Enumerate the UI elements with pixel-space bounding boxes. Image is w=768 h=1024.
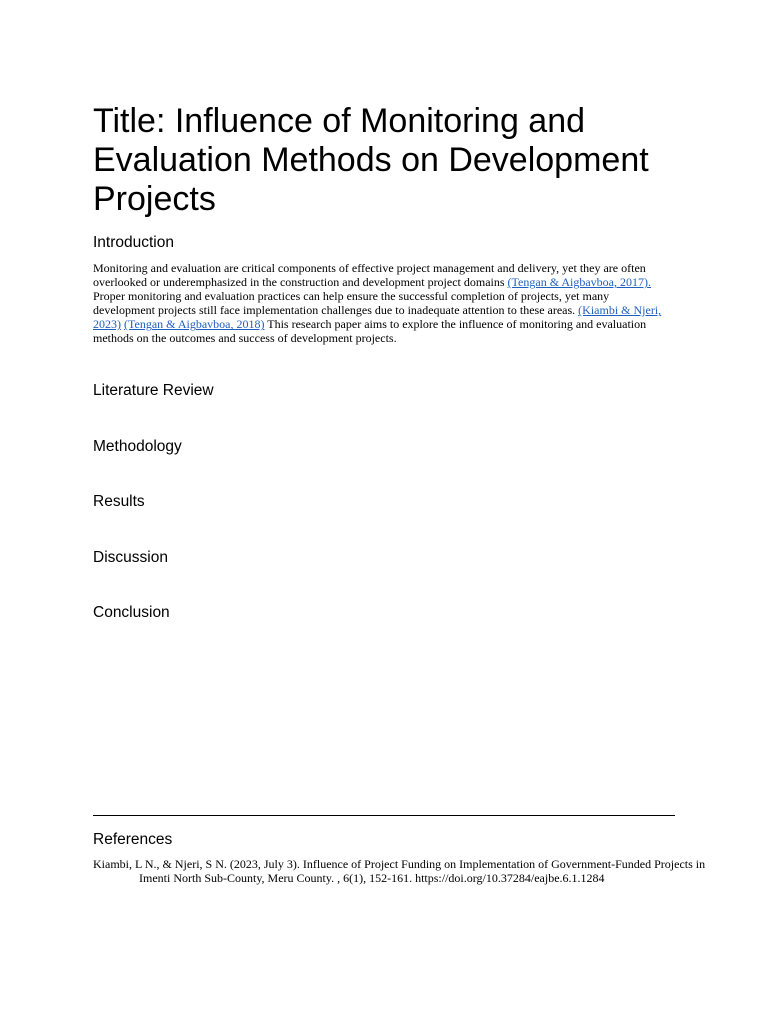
citation-link-tengan-2018[interactable]: (Tengan & Aigbavboa, 2018) — [124, 317, 265, 332]
page-title: Title: Influence of Monitoring and Evaluation Methods on Development Projects — [93, 102, 649, 218]
reference-entry: Kiambi, L N., & Njeri, S N. (2023, July 3). Influence of Project Funding on Implementation of Government-Funded Projects in Imenti North Sub-County, Meru County. , 6(1), 152-161. https://doi.org/10.37284/eajbe.6.1.1284 — [93, 857, 706, 886]
introduction-heading: Introduction — [93, 234, 174, 251]
introduction-text-1: Monitoring and evaluation are critical components of effective project management and delivery, yet they are often overlooked or underemphasized in the construction and development project domains — [93, 261, 646, 290]
citation-link-tengan-2017[interactable]: (Tengan & Aigbavboa, 2017). — [507, 275, 652, 290]
citation-link-kiambi-2023[interactable]: (Kiambi & Njeri, 2023) — [93, 303, 662, 332]
introduction-paragraph — [93, 261, 673, 346]
results-heading: Results — [93, 493, 145, 510]
introduction-text-4: This research paper aims to explore the influence of monitoring and evaluation methods on the outcomes and success of development projects. — [93, 317, 647, 346]
conclusion-heading: Conclusion — [93, 604, 170, 621]
references-heading: References — [93, 831, 173, 848]
introduction-text-2: Proper monitoring and evaluation practices can help ensure the successful completion of projects, yet many development projects still face implementation challenges due to inadequate attention to these areas. — [93, 289, 610, 318]
methodology-heading: Methodology — [93, 438, 182, 455]
literature-review-heading: Literature Review — [93, 382, 214, 399]
discussion-heading: Discussion — [93, 549, 168, 566]
references-divider — [93, 815, 675, 816]
